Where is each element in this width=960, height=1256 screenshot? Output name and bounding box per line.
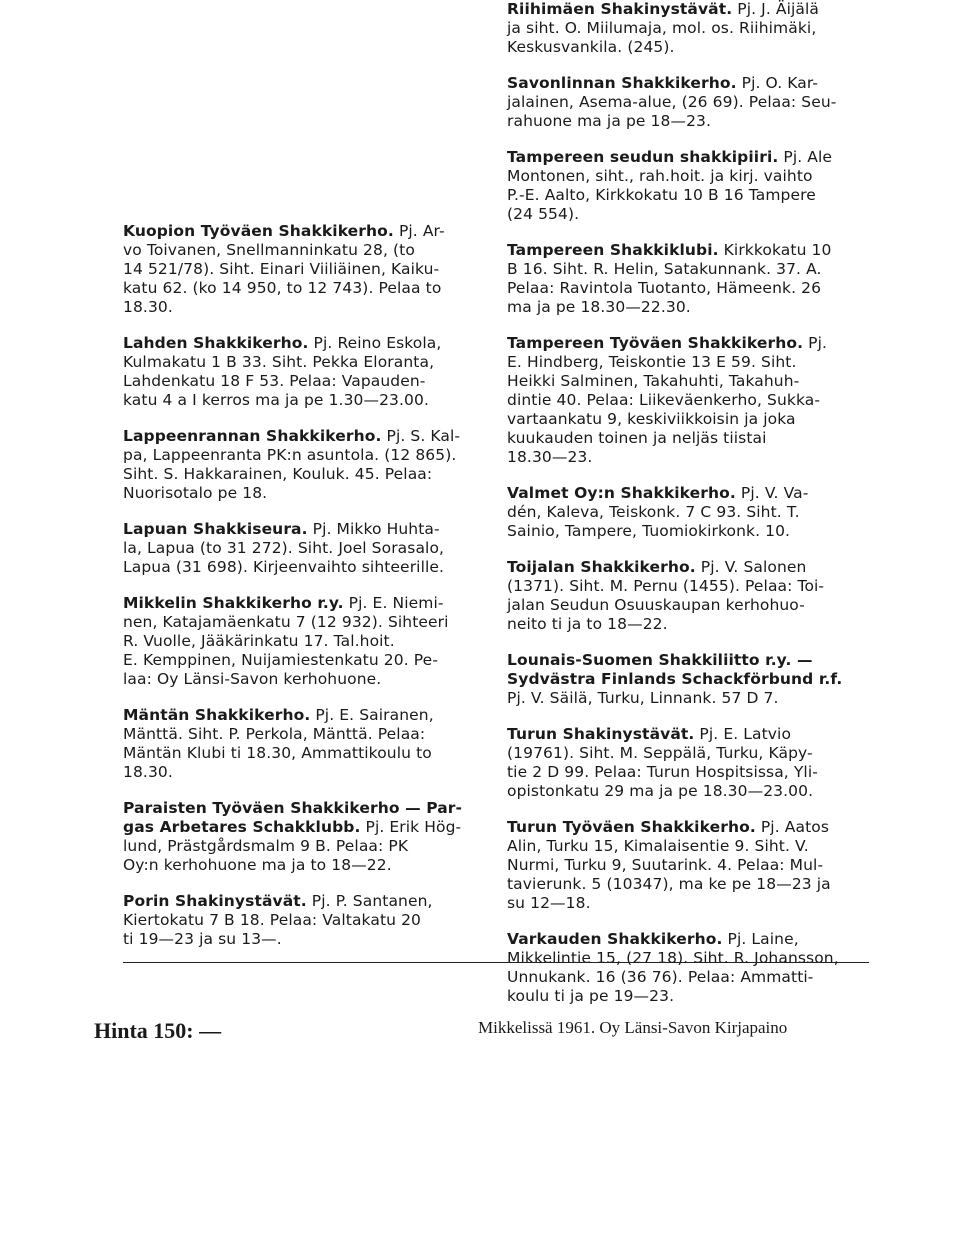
club-entry bbox=[507, 484, 869, 541]
club-name: Varkauden Shakkikerho. bbox=[507, 930, 723, 948]
club-name: Turun Työväen Shakkikerho. bbox=[507, 818, 756, 836]
club-details: Pj. S. Kal- pa, Lappeenranta PK:n asuntola. (12 865). Siht. S. Hakkarainen, Kouluk. 45. Pelaa: Nuorisotalo pe 18. bbox=[123, 427, 461, 502]
club-entry bbox=[507, 241, 869, 317]
price-label: Hinta 150: — bbox=[94, 1018, 222, 1043]
club-name: Lounais-Suomen Shakkiliitto r.y. — Sydvästra Finlands Schackförbund r.f. bbox=[507, 651, 843, 688]
club-details: Pj. J. Äijälä ja siht. O. Miilumaja, mol. os. Riihimäki, Keskusvankila. (245). bbox=[507, 0, 820, 56]
club-entry bbox=[123, 892, 475, 949]
club-entry bbox=[123, 427, 475, 503]
club-details: Pj. Laine, Mikkelintie 15, (27 18). Siht. R. Johansson, Unnukank. 16 (36 76). Pelaa: Ammatti- koulu ti ja pe 19—23. bbox=[507, 930, 839, 1005]
club-name: Tampereen seudun shakkipiiri. bbox=[507, 148, 779, 166]
club-details: Pj. Mikko Huhta- la, Lapua (to 31 272). Siht. Joel Sorasalo, Lapua (31 698). Kirjeenvaihto sihteerille. bbox=[123, 520, 445, 576]
footer-divider bbox=[123, 962, 869, 963]
club-entry bbox=[123, 334, 475, 410]
club-entry bbox=[507, 930, 869, 1006]
club-name: Lahden Shakkikerho. bbox=[123, 334, 309, 352]
club-details: Pj. V. Säilä, Turku, Linnank. 57 D 7. bbox=[507, 689, 779, 707]
club-entry bbox=[123, 799, 475, 875]
club-details: Pj. P. Santanen, Kiertokatu 7 B 18. Pelaa: Valtakatu 20 ti 19—23 ja su 13—. bbox=[123, 892, 433, 948]
club-name: Porin Shakinystävät. bbox=[123, 892, 307, 910]
club-name: Savonlinnan Shakkikerho. bbox=[507, 74, 737, 92]
club-name: Mikkelin Shakkikerho r.y. bbox=[123, 594, 344, 612]
club-entry bbox=[507, 74, 869, 131]
printer-imprint: Mikkelissä 1961. Oy Länsi-Savon Kirjapaino bbox=[478, 1018, 788, 1037]
club-details: Pj. Ar- vo Toivanen, Snellmanninkatu 28, (to 14 521/78). Siht. Einari Viiliäinen, Kaiku- katu 62. (ko 14 950, to 12 743). Pelaa to 18.30. bbox=[123, 222, 445, 316]
club-name: Valmet Oy:n Shakkikerho. bbox=[507, 484, 736, 502]
club-entry bbox=[123, 594, 475, 689]
club-entry bbox=[507, 0, 869, 57]
right-column bbox=[507, 0, 869, 1023]
club-details: Pj. V. Salonen (1371). Siht. M. Pernu (1455). Pelaa: Toi- jalan Seudun Osuuskaupan kerhohuo- neito ti ja to 18—22. bbox=[507, 558, 825, 633]
club-name: Riihimäen Shakinystävät. bbox=[507, 0, 733, 18]
club-details: Pj. E. Latvio (19761). Siht. M. Seppälä, Turku, Käpy- tie 2 D 99. Pelaa: Turun Hospitsissa, Yli- opistonkatu 29 ma ja pe 18.30—23.00. bbox=[507, 725, 818, 800]
left-column bbox=[123, 222, 475, 966]
club-name: Kuopion Työväen Shakkikerho. bbox=[123, 222, 394, 240]
club-details: Pj. E. Niemi- nen, Katajamäenkatu 7 (12 932). Sihteeri R. Vuolle, Jääkärinkatu 17. Tal.hoit. E. Kemppinen, Nuijamiestenkatu 20. Pe- laa: Oy Länsi-Savon kerhohuone. bbox=[123, 594, 449, 688]
club-name: Lapuan Shakkiseura. bbox=[123, 520, 308, 538]
club-details: Pj. E. Hindberg, Teiskontie 13 E 59. Siht. Heikki Salminen, Takahuhti, Takahuh- dintie 40. Pelaa: Liikeväenkerho, Sukka- vartaankatu 9, keskiviikkoisin ja joka kuukauden toinen ja neljäs tiistai 18.30—23. bbox=[507, 334, 828, 466]
club-entry bbox=[507, 148, 869, 224]
club-details: Pj. O. Kar- jalainen, Asema-alue, (26 69). Pelaa: Seu- rahuone ma ja pe 18—23. bbox=[507, 74, 837, 130]
club-name: Mäntän Shakkikerho. bbox=[123, 706, 311, 724]
club-entry bbox=[507, 334, 869, 467]
club-name: Turun Shakinystävät. bbox=[507, 725, 695, 743]
club-name: Tampereen Shakkiklubi. bbox=[507, 241, 719, 259]
club-name: Paraisten Työväen Shakkikerho — Par- gas Arbetares Schakklubb. bbox=[123, 799, 463, 836]
club-entry bbox=[507, 725, 869, 801]
club-details: Pj. E. Sairanen, Mänttä. Siht. P. Perkola, Mänttä. Pelaa: Mäntän Klubi ti 18.30, Ammattikoulu to 18.30. bbox=[123, 706, 434, 781]
club-entry bbox=[123, 706, 475, 782]
club-name: Tampereen Työväen Shakkikerho. bbox=[507, 334, 804, 352]
club-details: Pj. Ale Montonen, siht., rah.hoit. ja kirj. vaihto P.-E. Aalto, Kirkkokatu 10 B 16 Tampere (24 554). bbox=[507, 148, 833, 223]
club-entry bbox=[123, 520, 475, 577]
club-entry bbox=[507, 651, 869, 708]
club-details: Pj. Reino Eskola, Kulmakatu 1 B 33. Siht. Pekka Eloranta, Lahdenkatu 18 F 53. Pelaa: Vapauden- katu 4 a I kerros ma ja pe 1.30—23.00. bbox=[123, 334, 442, 409]
club-entry bbox=[123, 222, 475, 317]
club-name: Toijalan Shakkikerho. bbox=[507, 558, 696, 576]
club-entry bbox=[507, 558, 869, 634]
club-entry bbox=[507, 818, 869, 913]
club-details: Pj. Aatos Alin, Turku 15, Kimalaisentie 9. Siht. V. Nurmi, Turku 9, Suutarink. 4. Pelaa: Mul- tavierunk. 5 (10347), ma ke pe 18—23 ja su 12—18. bbox=[507, 818, 831, 912]
club-details: Pj. Erik Hög- lund, Prästgårdsmalm 9 B. Pelaa: PK Oy:n kerhohuone ma ja to 18—22. bbox=[123, 818, 462, 874]
club-details: Kirkkokatu 10 B 16. Siht. R. Helin, Satakunnank. 37. A. Pelaa: Ravintola Tuotanto, Hämeenk. 26 ma ja pe 18.30—22.30. bbox=[507, 241, 832, 316]
club-name: Lappeenrannan Shakkikerho. bbox=[123, 427, 382, 445]
club-details: Pj. V. Va- dén, Kaleva, Teiskonk. 7 C 93. Siht. T. Sainio, Tampere, Tuomiokirkonk. 10. bbox=[507, 484, 809, 540]
